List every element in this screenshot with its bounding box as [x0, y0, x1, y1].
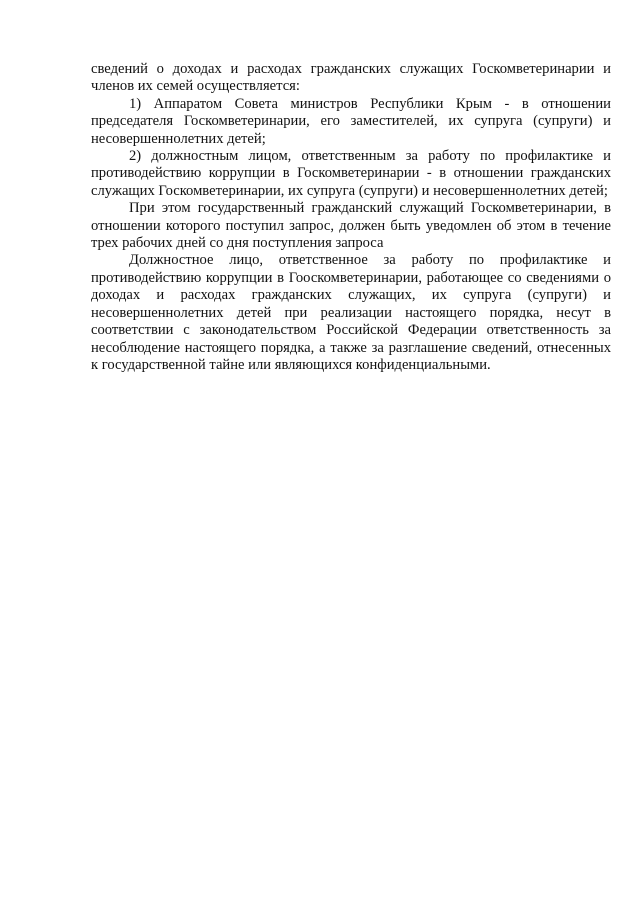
paragraph-continuation: сведений о доходах и расходах гражданских служащих Госкомветеринарии и членов их семей осуществляется: [91, 61, 611, 95]
paragraph-item-1: 1) Аппаратом Совета министров Республики Крым - в отношении председателя Госкомветеринарии, его заместителей, их супруга (супруги) и несовершеннолетних детей; [91, 95, 611, 147]
paragraph-responsibility: Должностное лицо, ответственное за работу по профилактике и противодействию коррупции в Гооскомветеринарии, работающее со сведениями о доходах и расходах гражданских служащих, их супруга (супруги) и несовершеннолетних детей при реализации настоящего порядка, несут в соответствии с законодательством Российской Федерации ответственность за несоблюдение настоящего порядка, а также за разглашение сведений, отнесенных к государственной тайне или являющихся конфиденциальными. [91, 252, 611, 373]
document-page [91, 61, 611, 374]
paragraph-notification: При этом государственный гражданский служащий Госкомветеринарии, в отношении которого поступил запрос, должен быть уведомлен об этом в течение трех рабочих дней со дня поступления запроса [91, 200, 611, 252]
paragraph-item-2: 2) должностным лицом, ответственным за работу по профилактике и противодействию коррупции в Госкомветеринарии - в отношении гражданских служащих Госкомветеринарии, их супруга (супруги) и несовершеннолетних детей; [91, 148, 611, 199]
